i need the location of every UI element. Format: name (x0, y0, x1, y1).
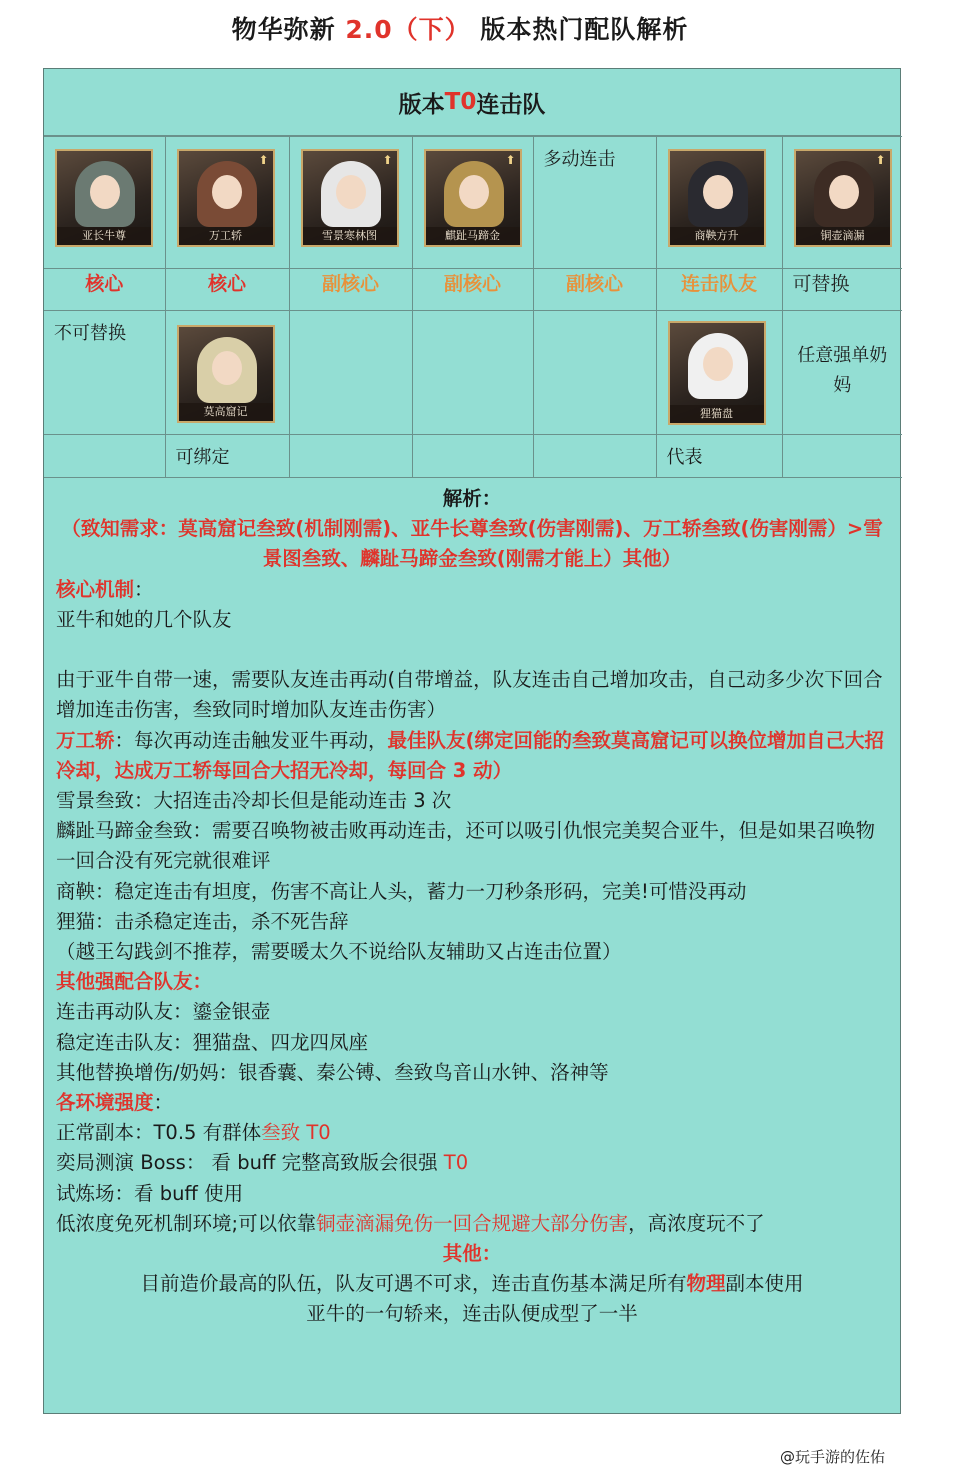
section-title-pre: 版本 (398, 91, 445, 118)
character-card[interactable] (668, 149, 766, 247)
card-name: 雪景寒林图 (303, 227, 397, 245)
cell-character (656, 137, 782, 269)
env-1-pre: 正常副本：T0.5 有群体 (56, 1121, 262, 1145)
role-label: 核心 (165, 269, 289, 311)
character-card-mogao[interactable] (177, 325, 275, 423)
cell-empty (289, 435, 412, 478)
role-label: 副核心 (533, 269, 656, 311)
cell-empty (289, 311, 412, 435)
upgrade-arrow-icon: ⬆ (382, 153, 393, 167)
card-name: 商鞅方升 (670, 227, 764, 245)
misc-label: 其他： (442, 1242, 502, 1266)
character-card[interactable] (424, 149, 522, 247)
character-card[interactable] (55, 149, 153, 247)
env-4-red: 铜壶滴漏免伤一回合规避大部分伤害 (316, 1211, 629, 1235)
cell-empty (533, 435, 656, 478)
section-title-tier: T0 (444, 89, 477, 115)
card-name: 亚长牛尊 (57, 227, 151, 245)
cell-irreplaceable (44, 311, 165, 435)
yuewang-text: （越王勾践剑不推荐，需要暖太久不说给队友辅助又占连击位置） (56, 940, 622, 964)
cell-character (44, 137, 165, 269)
card-name: 铜壶滴漏 (796, 227, 890, 245)
cell-rep-card (656, 311, 782, 435)
card-name: 万工轿 (179, 227, 273, 245)
cell-empty (412, 435, 533, 478)
team-panel (43, 68, 901, 1414)
env-1 (56, 1118, 888, 1148)
note-row (44, 435, 902, 478)
xuejing-text: 雪景叁致：大招连击冷却长但是能动连击 3 次 (56, 789, 452, 813)
page-title (0, 10, 920, 46)
environment-line (56, 1088, 888, 1118)
title-version: 2.0（下） (345, 15, 471, 44)
other-teammates-line (56, 967, 888, 997)
role-row (44, 269, 902, 311)
env-label: 各环境强度 (56, 1091, 154, 1115)
bindable-note: 可绑定 (175, 447, 230, 468)
limao-text: 狸猫：击杀稳定连击，杀不死告辞 (56, 909, 349, 933)
cell-empty (782, 435, 902, 478)
section-title-post: 连击队 (476, 91, 546, 118)
env-4-post: ，高浓度玩不了 (628, 1211, 765, 1235)
role-label: 核心 (44, 269, 165, 311)
cell-empty (44, 435, 165, 478)
portrait-face (703, 175, 733, 209)
irreplaceable-label: 不可替换 (54, 323, 126, 344)
cell-empty (412, 311, 533, 435)
analysis-heading: 解析： (442, 487, 502, 510)
team-grid (44, 136, 902, 478)
linzhi-text: 麟趾马蹄金叁致：需要召唤物被击败再动连击，还可以吸引仇恨完美契合亚牛，但是如果召唤物一回合没有死完就很难评 (56, 819, 876, 873)
shangyang-text: 商鞅：稳定连击有坦度，伤害不高让人头，蓄力一刀秒条形码，完美!可惜没再动 (56, 879, 747, 903)
cell-any-healer (782, 311, 902, 435)
any-healer-text: 任意强单奶妈 (797, 345, 888, 396)
representative-note: 代表 (666, 447, 703, 468)
cell-bindable (165, 435, 289, 478)
portrait-face (829, 175, 859, 209)
env-4-pre: 低浓度免死机制环境;可以依靠 (56, 1211, 317, 1235)
portrait-face (703, 347, 733, 381)
env-2 (56, 1148, 888, 1178)
core-colon: ： (134, 577, 154, 601)
analysis-block (44, 478, 900, 1330)
role-label: 连击队友 (656, 269, 782, 311)
portrait-face (212, 175, 242, 209)
character-card[interactable] (794, 149, 892, 247)
title-text: 物华弥新 (231, 15, 346, 44)
core-mechanism-line (56, 575, 888, 605)
misc-1-post: 副本使用 (725, 1272, 804, 1296)
multi-action-label: 多动连击 (543, 149, 616, 170)
watermark: @玩手游的佐佑 (779, 1448, 885, 1466)
cell-character (412, 137, 533, 269)
role-label: 副核心 (412, 269, 533, 311)
upgrade-arrow-icon: ⬆ (258, 153, 269, 167)
portrait-face (459, 175, 489, 209)
cell-representative (656, 435, 782, 478)
portrait-face (90, 175, 120, 209)
role-label: 可替换 (782, 269, 902, 311)
env-colon: ： (153, 1091, 174, 1115)
wangongjiao-text (56, 726, 888, 786)
cell-character (165, 137, 289, 269)
cell-character (533, 137, 656, 269)
wgj-text: ：每次再动连击触发亚牛再动， (114, 728, 388, 752)
other-colon: ： (192, 970, 213, 994)
cell-character (289, 137, 412, 269)
section-title (44, 69, 900, 136)
other-3: 其他替换增伤/奶妈：银香囊、秦公镈、叁致鸟音山水钟、洛神等 (56, 1060, 609, 1084)
cell-alt-card (165, 311, 289, 435)
portrait-face (212, 351, 242, 385)
misc-1-red: 物理 (686, 1272, 726, 1296)
misc-1 (56, 1269, 888, 1299)
env-1-red: 叁致 T0 (261, 1121, 331, 1145)
other-2: 稳定连击队友：狸猫盘、四龙四凤座 (56, 1030, 369, 1054)
portrait-face (336, 175, 366, 209)
title-text-end: 版本热门配队解析 (470, 15, 689, 44)
env-4 (56, 1209, 888, 1239)
card-name: 麒趾马蹄金 (426, 227, 520, 245)
cell-empty (533, 311, 656, 435)
env-3: 试炼场：看 buff 使用 (56, 1181, 244, 1205)
spacer (56, 635, 888, 665)
other-label: 其他强配合队友 (56, 970, 193, 994)
core-text: 亚牛和她的几个队友 (56, 607, 232, 631)
mechanism-text: 由于亚牛自带一速，需要队友连击再动(自带增益，队友连击自己增加攻击，自己动多少次下回合增加连击伤害，叁致同时增加队友连击伤害） (56, 668, 883, 722)
wgj-label: 万工轿 (56, 728, 115, 752)
alternate-row (44, 311, 902, 435)
role-label: 副核心 (289, 269, 412, 311)
character-row (44, 137, 902, 269)
character-card-limaopan[interactable] (668, 321, 766, 425)
upgrade-arrow-icon: ⬆ (505, 153, 516, 167)
other-1: 连击再动队友：鎏金银壶 (56, 1000, 271, 1024)
character-card[interactable] (301, 149, 399, 247)
wgj-best: 最佳队友(绑定回能的叁致莫高窟记可以换位增加自己大招冷却，达成万工轿每回合大招无冷却，每回合 3 动） (56, 728, 884, 782)
core-label: 核心机制 (56, 577, 135, 601)
card-name: 狸猫盘 (670, 405, 764, 423)
requirements-text: （致知需求：莫高窟记叁致(机制刚需)、亚牛长尊叁致(伤害刚需)、万工轿叁致(伤害刚需）>雪景图叁致、麟趾马蹄金叁致(刚需才能上）其他） (61, 517, 883, 571)
card-name: 莫高窟记 (179, 403, 273, 421)
cell-character (782, 137, 902, 269)
env-2-red: T0 (443, 1151, 469, 1175)
env-2-pre: 奕局测演 Boss： 看 buff 完整高致版会很强 (56, 1151, 444, 1175)
upgrade-arrow-icon: ⬆ (875, 153, 886, 167)
misc-1-pre: 目前造价最高的队伍，队友可遇不可求，连击直伤基本满足所有 (140, 1272, 687, 1296)
character-card[interactable] (177, 149, 275, 247)
misc-2: 亚牛的一句轿来，连击队便成型了一半 (306, 1302, 638, 1326)
